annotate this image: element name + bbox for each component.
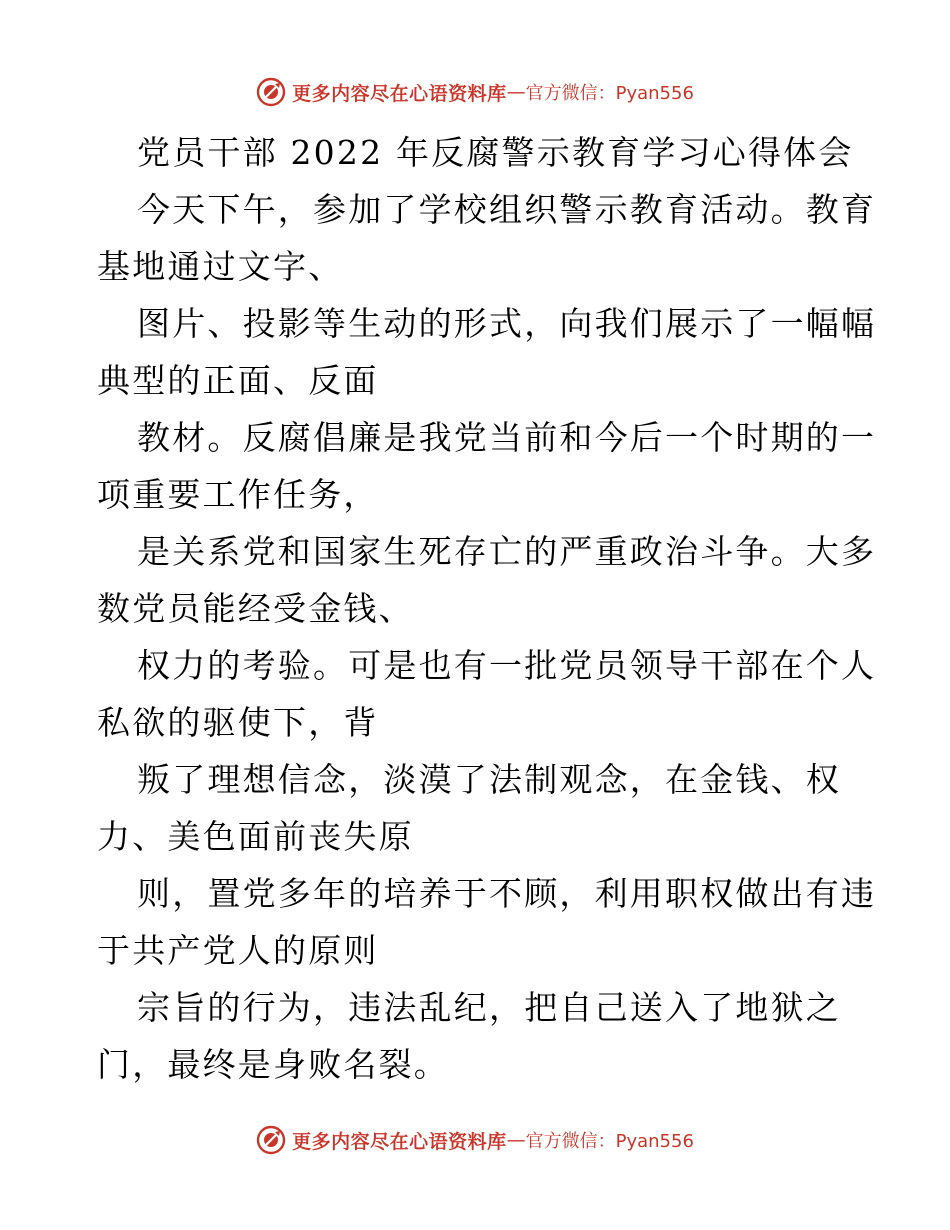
footer-banner [0,1120,950,1160]
banner-left-text: 更多内容尽在心语资料库 [292,1130,507,1153]
header-banner [0,72,950,112]
text-line: 于共产党人的原则 [97,931,379,970]
text-line: 图片、投影等生动的形式，向我们展示了一幅幅 [137,304,877,343]
text-line: 今天下午，参加了学校组织警示教育活动。教育 [137,190,877,229]
banner-separator: — [506,81,526,103]
text-line: 则，置党多年的培养于不顾，利用职权做出有违 [137,874,877,913]
banner-right-text: 官方微信：Pyan556 [525,83,694,104]
text-line: 数党员能经受金钱、 [97,589,414,628]
text-line: 权力的考验。可是也有一批党员领导干部在个人 [137,646,877,685]
red-seal-icon [256,1125,286,1155]
text-line: 是关系党和国家生死存亡的严重政治斗争。大多 [137,532,877,571]
text-line: 典型的正面、反面 [97,361,379,400]
text-line: 力、美色面前丧失原 [97,817,414,856]
banner-right-text: 官方微信：Pyan556 [525,1131,694,1152]
text-line: 叛了理想信念，淡漠了法制观念，在金钱、权 [137,760,841,799]
text-line: 私欲的驱使下，背 [97,703,379,742]
banner-separator: — [506,1129,526,1151]
text-line: 项重要工作任务， [97,475,379,514]
banner-left-text: 更多内容尽在心语资料库 [292,82,507,105]
text-line: 宗旨的行为，违法乱纪，把自己送入了地狱之 [137,988,841,1027]
document-body [97,124,877,1093]
text-line: 基地通过文字、 [97,247,344,286]
document-title: 党员干部 2022 年反腐警示教育学习心得体会 [137,133,854,172]
red-seal-icon [256,77,286,107]
text-line: 教材。反腐倡廉是我党当前和今后一个时期的一 [137,418,877,457]
text-line: 门，最终是身败名裂。 [97,1045,449,1084]
